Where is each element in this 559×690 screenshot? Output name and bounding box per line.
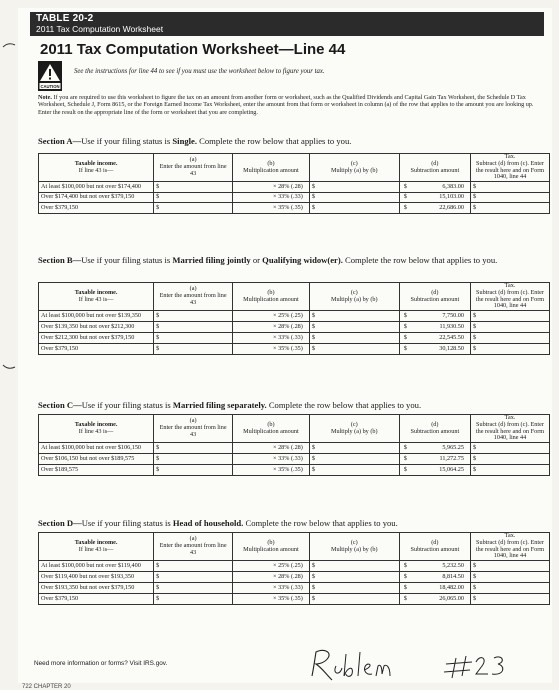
header-tax: Tax.	[504, 532, 516, 539]
filing-status: Single.	[172, 136, 197, 146]
product-entry-field[interactable]	[309, 454, 399, 465]
income-range: Over $379,150	[39, 203, 154, 214]
table-row	[39, 203, 550, 214]
tax-result-field[interactable]	[470, 192, 549, 203]
dollar-sign: $	[403, 333, 407, 341]
amount-entry-field[interactable]	[154, 454, 233, 465]
table-header-row	[39, 533, 550, 561]
handwritten-note	[306, 644, 526, 688]
header-col-b-letter: (b)	[267, 420, 275, 428]
dollar-sign: $	[403, 583, 407, 591]
header-col-c-letter: (c)	[350, 420, 358, 428]
subtraction-value: 8,814.50	[442, 572, 464, 580]
header-col-b-text: Multiplication amount	[243, 545, 299, 553]
subtraction-value: 15,103.00	[439, 193, 464, 201]
multiplication-amount: × 25% (.25)	[233, 311, 310, 322]
filing-status: Head of household.	[172, 518, 244, 528]
dollar-sign: $	[311, 193, 315, 201]
header-tax-text: Subtract (d) from (c). Enter the result here and on Form 1040, line 44	[475, 420, 545, 442]
dollar-sign: $	[472, 572, 477, 580]
income-range: At least $100,000 but not over $119,400	[39, 561, 154, 572]
multiplication-amount: × 28% (.28)	[233, 182, 310, 193]
header-line43: If line 43 is—	[78, 166, 114, 174]
dollar-sign: $	[311, 203, 315, 211]
amount-entry-field[interactable]	[154, 561, 233, 572]
income-range: Over $106,150 but not over $189,575	[39, 454, 154, 465]
header-col-a-text: Enter the amount from line 43	[159, 163, 227, 177]
column-header	[154, 415, 233, 443]
table-row	[39, 561, 550, 572]
table-row	[39, 322, 550, 333]
tax-result-field[interactable]	[470, 561, 549, 572]
tax-result-field[interactable]	[470, 311, 549, 322]
header-col-c-letter: (c)	[350, 288, 358, 296]
amount-entry-field[interactable]	[154, 322, 233, 333]
footer-page-number: 722 CHAPTER 20	[22, 684, 71, 690]
income-range: Over $212,300 but not over $379,150	[39, 333, 154, 344]
product-entry-field[interactable]	[309, 333, 399, 344]
subtraction-amount	[399, 311, 470, 322]
dollar-sign: $	[403, 344, 407, 352]
section-heading	[38, 400, 544, 410]
dollar-sign: $	[403, 443, 407, 451]
table-row	[39, 572, 550, 583]
dollar-sign: $	[472, 344, 477, 352]
table-row	[39, 311, 550, 322]
column-header	[154, 283, 233, 311]
subtraction-value: 11,930.50	[439, 322, 464, 330]
multiplication-amount: × 35% (.35)	[233, 344, 310, 355]
dollar-sign: $	[403, 594, 407, 602]
column-header	[39, 154, 154, 182]
table-header-row	[39, 415, 550, 443]
table-id: TABLE 20-2	[36, 13, 94, 24]
multiplication-amount: × 33% (.33)	[233, 192, 310, 203]
header-taxable-income: Taxable income.	[74, 288, 118, 296]
column-header	[39, 283, 154, 311]
header-col-a-text: Enter the amount from line 43	[159, 542, 227, 556]
multiplication-amount: × 28% (.28)	[233, 322, 310, 333]
section-label: Section D—	[38, 518, 82, 528]
product-entry-field[interactable]	[309, 344, 399, 355]
banner-subtitle: 2011 Tax Computation Worksheet	[36, 24, 164, 34]
tax-result-field[interactable]	[470, 594, 549, 605]
header-col-d-letter: (d)	[431, 538, 439, 546]
header-tax: Tax.	[504, 153, 516, 160]
income-range: Over $119,400 but not over $193,350	[39, 572, 154, 583]
subtraction-amount	[399, 443, 470, 454]
header-col-a-text: Enter the amount from line 43	[159, 292, 227, 306]
section-text: Complete the row below that applies to you.	[266, 400, 422, 410]
tax-table	[38, 532, 550, 605]
dollar-sign: $	[403, 454, 407, 462]
dollar-sign: $	[472, 311, 477, 319]
dollar-sign: $	[472, 193, 477, 201]
column-header	[233, 154, 310, 182]
header-col-b-text: Multiplication amount	[243, 166, 299, 174]
dollar-sign: $	[472, 594, 477, 602]
header-taxable-income: Taxable income.	[74, 538, 118, 546]
dollar-sign: $	[311, 311, 315, 319]
worksheet-page	[18, 8, 552, 690]
margin-mark	[2, 362, 16, 372]
header-col-a-letter: (a)	[189, 417, 197, 425]
table-row	[39, 182, 550, 193]
dollar-sign: $	[156, 561, 160, 569]
header-col-a-text: Enter the amount from line 43	[159, 424, 227, 438]
section-text: Use if your filing status is	[81, 518, 173, 528]
table-header-row	[39, 283, 550, 311]
dollar-sign: $	[472, 465, 477, 473]
product-entry-field[interactable]	[309, 594, 399, 605]
header-col-c-text: Multiply (a) by (b)	[330, 295, 378, 303]
income-range: Over $379,150	[39, 594, 154, 605]
subtraction-value: 26,065.00	[439, 594, 464, 602]
dollar-sign: $	[311, 465, 315, 473]
dollar-sign: $	[472, 443, 477, 451]
column-header	[309, 415, 399, 443]
section-text: Use if your filing status is	[81, 136, 173, 146]
column-header	[233, 283, 310, 311]
column-header	[233, 415, 310, 443]
header-tax-text: Subtract (d) from (c). Enter the result here and on Form 1040, line 44	[475, 288, 545, 310]
header-line43: If line 43 is—	[78, 295, 114, 303]
multiplication-amount: × 33% (.33)	[233, 454, 310, 465]
dollar-sign: $	[403, 561, 407, 569]
column-header	[309, 533, 399, 561]
filing-status: Married filing jointly	[172, 255, 251, 265]
header-col-c-text: Multiply (a) by (b)	[330, 166, 378, 174]
header-col-a-letter: (a)	[189, 285, 197, 293]
section-text: Complete the row below that applies to you.	[342, 255, 498, 265]
column-header	[39, 533, 154, 561]
multiplication-amount: × 33% (.33)	[233, 583, 310, 594]
subtraction-amount	[399, 583, 470, 594]
dollar-sign: $	[403, 465, 407, 473]
dollar-sign: $	[156, 572, 160, 580]
tax-result-field[interactable]	[470, 182, 549, 193]
margin-mark	[2, 40, 16, 50]
tax-result-field[interactable]	[470, 454, 549, 465]
column-header	[154, 154, 233, 182]
dollar-sign: $	[472, 322, 477, 330]
subtraction-amount	[399, 182, 470, 193]
header-col-c-letter: (c)	[350, 538, 358, 546]
header-col-b-letter: (b)	[267, 288, 275, 296]
income-range: At least $100,000 but not over $106,150	[39, 443, 154, 454]
subtraction-amount	[399, 454, 470, 465]
product-entry-field[interactable]	[309, 561, 399, 572]
subtraction-amount	[399, 203, 470, 214]
multiplication-amount: × 28% (.28)	[233, 443, 310, 454]
header-col-d-text: Subtraction amount	[410, 166, 460, 174]
tax-result-field[interactable]	[470, 443, 549, 454]
dollar-sign: $	[472, 333, 477, 341]
caution-label: CAUTION	[40, 84, 60, 89]
dollar-sign: $	[472, 182, 477, 190]
header-tax: Tax.	[504, 282, 516, 289]
subtraction-value: 5,965.25	[442, 443, 464, 451]
subtraction-value: 30,128.50	[439, 344, 464, 352]
table-row	[39, 344, 550, 355]
header-col-d-letter: (d)	[431, 288, 439, 296]
dollar-sign: $	[311, 333, 315, 341]
amount-entry-field[interactable]	[154, 594, 233, 605]
tax-result-field[interactable]	[470, 572, 549, 583]
section-text: Use if your filing status is	[81, 400, 173, 410]
subtraction-value: 22,686.00	[439, 203, 464, 211]
subtraction-amount	[399, 561, 470, 572]
header-col-d-letter: (d)	[431, 159, 439, 167]
section-label: Section C—	[38, 400, 82, 410]
amount-entry-field[interactable]	[154, 572, 233, 583]
column-header	[470, 533, 549, 561]
product-entry-field[interactable]	[309, 583, 399, 594]
column-header	[470, 154, 549, 182]
header-tax-text: Subtract (d) from (c). Enter the result here and on Form 1040, line 44	[475, 159, 545, 181]
tax-result-field[interactable]	[470, 333, 549, 344]
section-heading	[38, 518, 544, 528]
section-label: Section B—	[38, 255, 82, 265]
dollar-sign: $	[403, 193, 407, 201]
header-col-c-text: Multiply (a) by (b)	[330, 545, 378, 553]
header-col-c-letter: (c)	[350, 159, 358, 167]
tax-table	[38, 282, 550, 355]
product-entry-field[interactable]	[309, 182, 399, 193]
subtraction-amount	[399, 465, 470, 476]
product-entry-field[interactable]	[309, 192, 399, 203]
section-text: Complete the row below that applies to you.	[243, 518, 398, 528]
header-col-d-text: Subtraction amount	[410, 295, 460, 303]
amount-entry-field[interactable]	[154, 344, 233, 355]
tax-result-field[interactable]	[470, 583, 549, 594]
multiplication-amount: × 25% (.25)	[233, 561, 310, 572]
dollar-sign: $	[311, 443, 315, 451]
income-range: Over $174,400 but not over $379,150	[39, 192, 154, 203]
table-row	[39, 454, 550, 465]
section-heading	[38, 136, 544, 146]
column-header	[470, 283, 549, 311]
product-entry-field[interactable]	[309, 322, 399, 333]
dollar-sign: $	[311, 344, 315, 352]
tax-result-field[interactable]	[470, 465, 549, 476]
subtraction-amount	[399, 594, 470, 605]
dollar-sign: $	[472, 454, 477, 462]
header-col-d-letter: (d)	[431, 420, 439, 428]
dollar-sign: $	[472, 561, 477, 569]
header-col-a-letter: (a)	[189, 535, 197, 543]
subtraction-value: 11,272.75	[439, 454, 464, 462]
table-row	[39, 443, 550, 454]
tax-result-field[interactable]	[470, 322, 549, 333]
product-entry-field[interactable]	[309, 443, 399, 454]
product-entry-field[interactable]	[309, 203, 399, 214]
section-heading	[38, 255, 544, 265]
header-taxable-income: Taxable income.	[74, 159, 118, 167]
multiplication-amount: × 33% (.33)	[233, 333, 310, 344]
dollar-sign: $	[156, 311, 160, 319]
section-text: Complete the row below that applies to you.	[197, 136, 352, 146]
note-lead: Note.	[38, 94, 52, 101]
header-col-c-text: Multiply (a) by (b)	[330, 427, 378, 435]
dollar-sign: $	[311, 454, 315, 462]
column-header	[154, 533, 233, 561]
column-header	[399, 415, 470, 443]
header-tax: Tax.	[504, 414, 516, 421]
dollar-sign: $	[156, 594, 160, 602]
header-col-d-text: Subtraction amount	[410, 427, 460, 435]
column-header	[399, 154, 470, 182]
tax-result-field[interactable]	[470, 344, 549, 355]
dollar-sign: $	[156, 322, 160, 330]
header-tax-text: Subtract (d) from (c). Enter the result here and on Form 1040, line 44	[475, 538, 545, 560]
dollar-sign: $	[156, 182, 160, 190]
subtraction-value: 7,750.00	[442, 311, 464, 319]
column-header	[309, 154, 399, 182]
dollar-sign: $	[403, 572, 407, 580]
table-row	[39, 594, 550, 605]
table-row	[39, 583, 550, 594]
dollar-sign: $	[156, 454, 160, 462]
column-header	[39, 415, 154, 443]
caution-icon	[38, 61, 62, 91]
section-label: Section A—	[38, 136, 82, 146]
column-header	[399, 533, 470, 561]
filing-status: Qualifying widow(er).	[262, 255, 343, 265]
income-range: Over $193,350 but not over $379,150	[39, 583, 154, 594]
header-line43: If line 43 is—	[78, 545, 114, 553]
multiplication-amount: × 35% (.35)	[233, 203, 310, 214]
filing-status: Married filing separately.	[172, 400, 267, 410]
table-banner	[30, 12, 544, 36]
product-entry-field[interactable]	[309, 311, 399, 322]
dollar-sign: $	[311, 182, 315, 190]
amount-entry-field[interactable]	[154, 583, 233, 594]
amount-entry-field[interactable]	[154, 192, 233, 203]
header-col-b-letter: (b)	[267, 159, 275, 167]
header-col-b-text: Multiplication amount	[243, 427, 299, 435]
column-header	[399, 283, 470, 311]
subtraction-amount	[399, 344, 470, 355]
multiplication-amount: × 35% (.35)	[233, 465, 310, 476]
product-entry-field[interactable]	[309, 572, 399, 583]
subtraction-value: 15,064.25	[439, 465, 464, 473]
amount-entry-field[interactable]	[154, 333, 233, 344]
column-header	[470, 415, 549, 443]
table-row	[39, 192, 550, 203]
dollar-sign: $	[311, 561, 315, 569]
dollar-sign: $	[156, 193, 160, 201]
amount-entry-field[interactable]	[154, 311, 233, 322]
header-col-d-text: Subtraction amount	[410, 545, 460, 553]
dollar-sign: $	[311, 594, 315, 602]
income-range: Over $189,575	[39, 465, 154, 476]
column-header	[309, 283, 399, 311]
dollar-sign: $	[156, 203, 160, 211]
amount-entry-field[interactable]	[154, 443, 233, 454]
table-header-row	[39, 154, 550, 182]
caution-text: See the instructions for line 44 to see if you must use the worksheet below to figure your tax.	[74, 68, 325, 75]
dollar-sign: $	[472, 203, 477, 211]
dollar-sign: $	[403, 322, 407, 330]
dollar-sign: $	[156, 344, 160, 352]
header-taxable-income: Taxable income.	[74, 420, 118, 428]
dollar-sign: $	[311, 583, 315, 591]
subtraction-amount	[399, 192, 470, 203]
subtraction-value: 22,545.50	[439, 333, 464, 341]
dollar-sign: $	[311, 322, 315, 330]
product-entry-field[interactable]	[309, 465, 399, 476]
tax-table	[38, 414, 550, 476]
amount-entry-field[interactable]	[154, 203, 233, 214]
header-col-b-text: Multiplication amount	[243, 295, 299, 303]
subtraction-amount	[399, 572, 470, 583]
subtraction-value: 6,383.00	[442, 182, 464, 190]
header-col-b-letter: (b)	[267, 538, 275, 546]
dollar-sign: $	[156, 333, 160, 341]
income-range: At least $100,000 but not over $174,400	[39, 182, 154, 193]
dollar-sign: $	[472, 583, 477, 591]
dollar-sign: $	[156, 465, 160, 473]
header-col-a-letter: (a)	[189, 156, 197, 164]
dollar-sign: $	[311, 572, 315, 580]
table-row	[39, 465, 550, 476]
table-row	[39, 333, 550, 344]
dollar-sign: $	[403, 182, 407, 190]
subtraction-amount	[399, 333, 470, 344]
dollar-sign: $	[403, 311, 407, 319]
dollar-sign: $	[156, 583, 160, 591]
note-paragraph	[38, 94, 544, 116]
section-text: or	[250, 255, 263, 265]
tax-result-field[interactable]	[470, 203, 549, 214]
multiplication-amount: × 35% (.35)	[233, 594, 310, 605]
amount-entry-field[interactable]	[154, 182, 233, 193]
page-title: 2011 Tax Computation Worksheet—Line 44	[40, 41, 346, 58]
subtraction-value: 5,232.50	[442, 561, 464, 569]
income-range: Over $139,350 but not over $212,300	[39, 322, 154, 333]
section-text: Use if your filing status is	[81, 255, 173, 265]
footer-text: Need more information or forms? Visit IRS.gov.	[34, 660, 168, 667]
header-line43: If line 43 is—	[78, 427, 114, 435]
income-range: At least $100,000 but not over $139,350	[39, 311, 154, 322]
column-header	[233, 533, 310, 561]
subtraction-amount	[399, 322, 470, 333]
income-range: Over $379,150	[39, 344, 154, 355]
tax-table	[38, 153, 550, 214]
dollar-sign: $	[403, 203, 407, 211]
dollar-sign: $	[156, 443, 160, 451]
amount-entry-field[interactable]	[154, 465, 233, 476]
note-text: If you are required to use this worksheet to figure the tax on an amount from another form or worksheet, such as the Qualified Dividends and Capital Gain Tax Worksheet, the Schedule D Tax Worksheet, Schedule J, Form 8615, or the Foreign Earned Income Tax Worksheet, enter the amount from that form or worksheet in column (a) of the row that applies to the amount you are looking up. Enter the result on the appropriate line of the form or worksheet that you are completing.	[38, 94, 534, 116]
subtraction-value: 18,482.00	[439, 583, 464, 591]
multiplication-amount: × 28% (.28)	[233, 572, 310, 583]
